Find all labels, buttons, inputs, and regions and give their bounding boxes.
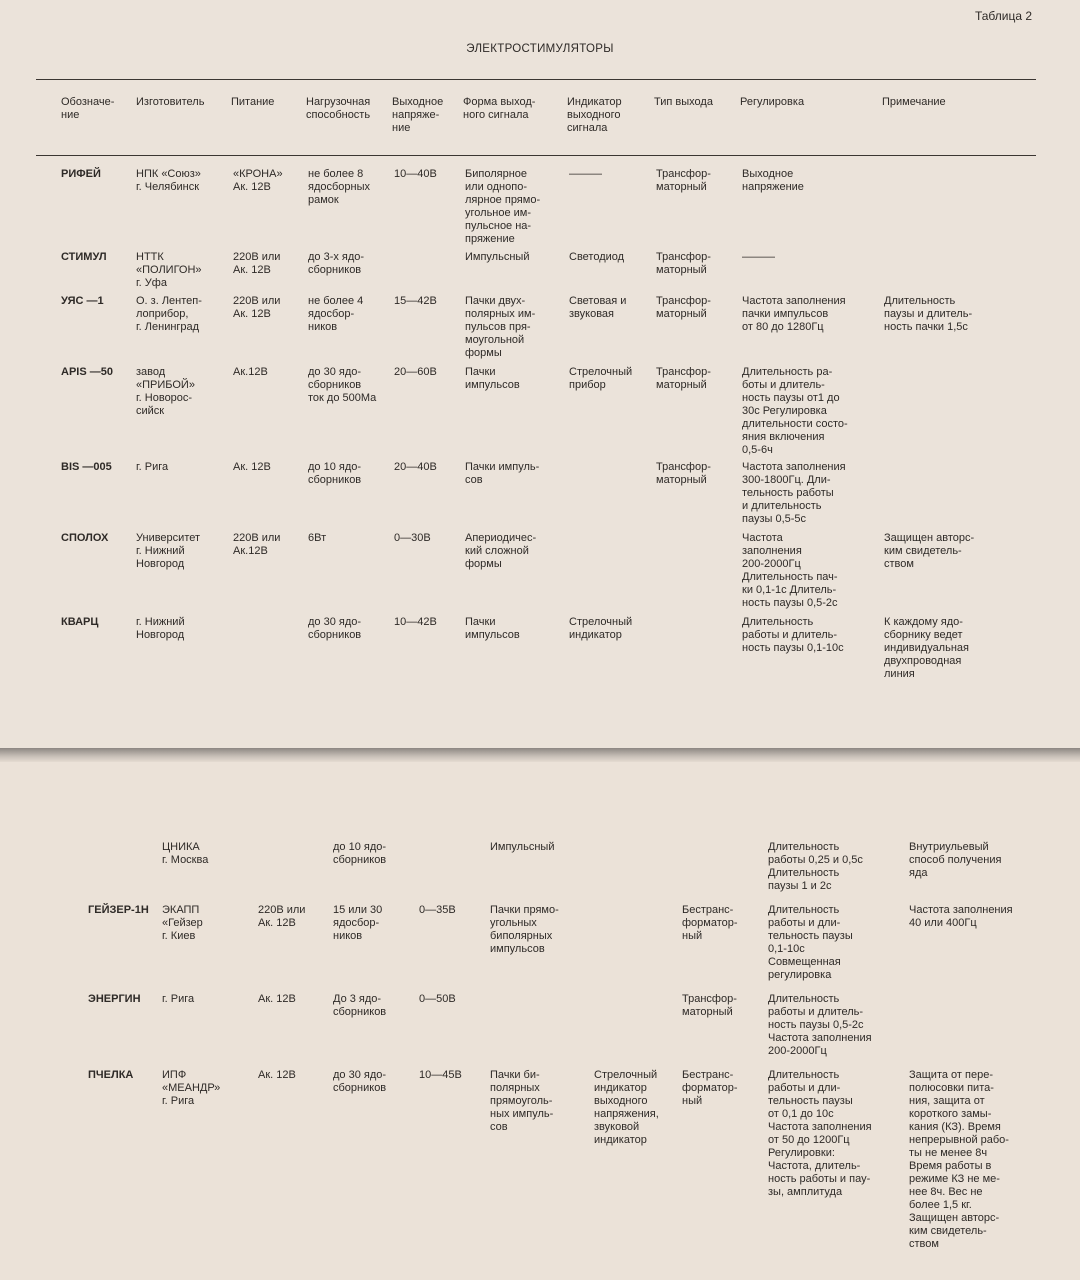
- table-title: ЭЛЕКТРОСТИМУЛЯТОРЫ: [466, 43, 614, 55]
- cell-note: К каждому ядо- сборнику ведет индивидуальная двухпроводная линия: [884, 616, 969, 680]
- cell-voltage: 0—50В: [419, 993, 456, 1005]
- cell-indicator: Световая и звуковая: [569, 295, 627, 320]
- cell-waveform: Пачки импуль- сов: [465, 461, 540, 486]
- cell-name: ГЕЙЗЕР-1Н: [88, 904, 149, 916]
- cell-name: ПЧЕЛКА: [88, 1069, 134, 1081]
- cell-load: не более 4 ядосбор- ников: [308, 295, 364, 333]
- cell-regulation: Частота заполнения пачки импульсов от 80 до 1280Гц: [742, 295, 846, 333]
- cell-indicator: Стрелочный прибор: [569, 366, 633, 391]
- cell-note: Длительность паузы и длитель- ность пачки 1,5с: [884, 295, 973, 333]
- cell-waveform: Пачки импульсов: [465, 366, 520, 391]
- cell-voltage: 0—35В: [419, 904, 456, 916]
- cell-regulation: Длительность работы и длитель- ность паузы 0,1-10с: [742, 616, 844, 654]
- header-voltage: Выходное напряже- ние: [392, 96, 444, 134]
- cell-waveform: Пачки двух- полярных им- пульсов пря- моугольной формы: [465, 295, 536, 359]
- cell-load: 15 или 30 ядосбор- ников: [333, 904, 383, 942]
- cell-maker: НТТК «ПОЛИГОН» г. Уфа: [136, 251, 202, 289]
- cell-power: 220В или Ак. 12В: [258, 904, 306, 929]
- cell-power: Ак. 12В: [258, 993, 296, 1005]
- cell-name: BIS —005: [61, 461, 112, 473]
- cell-name: КВАРЦ: [61, 616, 99, 628]
- header-indicator: Индикатор выходного сигнала: [567, 96, 622, 134]
- cell-load: до 10 ядо- сборников: [308, 461, 362, 486]
- cell-indicator: Стрелочный индикатор: [569, 616, 633, 641]
- cell-maker: Университет г. Нижний Новгород: [136, 532, 201, 570]
- cell-voltage: 20—40В: [394, 461, 437, 473]
- cell-name: РИФЕЙ: [61, 168, 101, 180]
- cell-voltage: 15—42В: [394, 295, 437, 307]
- cell-maker: завод «ПРИБОЙ» г. Новорос- сийск: [136, 366, 195, 417]
- cell-regulation: Длительность работы 0,25 и 0,5с Длительность паузы 1 и 2с: [768, 841, 863, 892]
- cell-name: СПОЛОХ: [61, 532, 109, 544]
- header-designation: Обозначе- ние: [61, 96, 115, 121]
- table-caption: Таблица 2: [974, 9, 1032, 23]
- cell-load: до 30 ядо- сборников: [308, 616, 362, 641]
- cell-regulation: Длительность работы и дли- тельность паузы от 0,1 до 10с Частота заполнения от 50 до 1200Гц Регулировки: Частота, длитель- ность работы и пау- зы, амплитуда: [768, 1069, 872, 1198]
- header-load: Нагрузочная способность: [306, 96, 371, 121]
- cell-voltage: 0—30В: [394, 532, 431, 544]
- cell-waveform: Пачки импульсов: [465, 616, 520, 641]
- cell-regulation: Длительность работы и дли- тельность паузы 0,1-10с Совмещенная регулировка: [768, 904, 853, 981]
- cell-name: ЭНЕРГИН: [88, 993, 141, 1005]
- cell-waveform: Импульсный: [490, 841, 555, 853]
- page-fold: [0, 748, 1080, 762]
- cell-regulation: Частота заполнения 300-1800Гц. Дли- тельность работы и длительность паузы 0,5-5с: [742, 461, 846, 525]
- cell-regulation: Длительность ра- боты и длитель- ность паузы от1 до 30с Регулировка длительности состо- яния включения 0,5-6ч: [742, 366, 848, 456]
- cell-note: Частота заполнения 40 или 400Гц: [909, 904, 1013, 929]
- cell-power: Ак. 12В: [233, 461, 271, 473]
- cell-output-type: Трансфор- маторный: [656, 366, 711, 391]
- header-power: Питание: [231, 96, 275, 108]
- cell-voltage: 10—40В: [394, 168, 437, 180]
- cell-note: Защита от пере- полюсовки пита- ния, защита от короткого замы- кания (КЗ). Время непрерывной рабо- ты не менее 8ч Время работы в режиме КЗ не ме- нее 8ч. Вес не более 1,5 кг. Защищен авторс- ким свидетель- ством: [909, 1069, 1009, 1250]
- cell-load: До 3 ядо- сборников: [333, 993, 387, 1018]
- cell-regulation: ———: [742, 251, 775, 263]
- cell-note: Внутриульевый способ получения яда: [909, 841, 1002, 879]
- cell-output-type: Трансфор- маторный: [656, 295, 711, 320]
- cell-load: до 30 ядо- сборников ток до 500Ма: [308, 366, 377, 404]
- cell-power: «КРОНА» Ак. 12В: [233, 168, 283, 193]
- header-note: Примечание: [882, 96, 946, 108]
- cell-voltage: 10—42В: [394, 616, 437, 628]
- cell-output-type: Трансфор- маторный: [656, 168, 711, 193]
- cell-name: УЯС —1: [61, 295, 104, 307]
- cell-load: 6Вт: [308, 532, 327, 544]
- cell-output-type: Трансфор- маторный: [682, 993, 737, 1018]
- cell-load: не более 8 ядосборных рамок: [308, 168, 371, 206]
- cell-waveform: Апериодичес- кий сложной формы: [465, 532, 537, 570]
- cell-name: СТИМУЛ: [61, 251, 107, 263]
- cell-load: до 30 ядо- сборников: [333, 1069, 387, 1094]
- header-output-type: Тип выхода: [654, 96, 713, 108]
- header-maker: Изготовитель: [136, 96, 205, 108]
- cell-waveform: Пачки прямо- угольных биполярных импульсов: [490, 904, 559, 955]
- cell-maker: ЦНИКА г. Москва: [162, 841, 209, 866]
- cell-maker: О. з. Лентеп- лоприбор, г. Ленинград: [136, 295, 202, 333]
- cell-maker: г. Рига: [136, 461, 169, 473]
- cell-voltage: 10—45В: [419, 1069, 462, 1081]
- header-rule: [36, 155, 1036, 156]
- cell-output-type: Бестранс- форматор- ный: [682, 1069, 738, 1107]
- cell-power: 220В или Ак.12В: [233, 532, 281, 557]
- cell-regulation: Выходное напряжение: [742, 168, 804, 193]
- cell-voltage: 20—60В: [394, 366, 437, 378]
- cell-load: до 3-х ядо- сборников: [308, 251, 365, 276]
- cell-maker: г. Рига: [162, 993, 195, 1005]
- cell-waveform: Пачки би- полярных прямоуголь- ных импуль- сов: [490, 1069, 554, 1133]
- header-regulation: Регулировка: [740, 96, 805, 108]
- cell-indicator: Стрелочный индикатор выходного напряжения, звуковой индикатор: [594, 1069, 659, 1146]
- cell-regulation: Частота заполнения 200-2000Гц Длительность пач- ки 0,1-1с Длитель- ность паузы 0,5-2с: [742, 532, 838, 609]
- bottom-page: [0, 762, 1080, 1280]
- cell-output-type: Трансфор- маторный: [656, 461, 711, 486]
- cell-power: Ак.12В: [233, 366, 268, 378]
- cell-regulation: Длительность работы и длитель- ность паузы 0,5-2с Частота заполнения 200-2000Гц: [768, 993, 872, 1057]
- cell-power: Ак. 12В: [258, 1069, 296, 1081]
- cell-indicator: Светодиод: [569, 251, 625, 263]
- top-rule: [36, 79, 1036, 80]
- cell-power: 220В или Ак. 12В: [233, 251, 281, 276]
- cell-power: 220В или Ак. 12В: [233, 295, 281, 320]
- cell-maker: г. Нижний Новгород: [136, 616, 185, 641]
- cell-load: до 10 ядо- сборников: [333, 841, 387, 866]
- cell-output-type: Трансфор- маторный: [656, 251, 711, 276]
- cell-maker: ЭКАПП «Гейзер г. Киев: [162, 904, 203, 942]
- header-waveform: Форма выход- ного сигнала: [463, 96, 536, 121]
- cell-maker: ИПФ «МЕАНДР» г. Рига: [162, 1069, 221, 1107]
- cell-maker: НПК «Союз» г. Челябинск: [136, 168, 201, 193]
- cell-indicator: ———: [569, 168, 602, 180]
- cell-note: Защищен авторс- ким свидетель- ством: [884, 532, 975, 570]
- cell-name: APIS —50: [61, 366, 113, 378]
- cell-waveform: Биполярное или однопо- лярное прямо- угольное им- пульсное на- пряжение: [465, 168, 541, 245]
- cell-output-type: Бестранс- форматор- ный: [682, 904, 738, 942]
- cell-waveform: Импульсный: [465, 251, 530, 263]
